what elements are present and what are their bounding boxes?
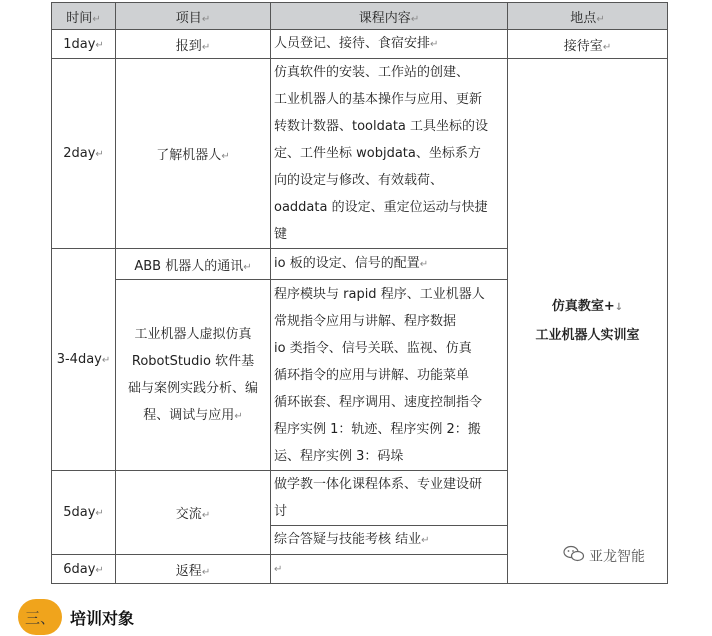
header-item: 项目↵ [116,3,271,30]
table-row [52,59,668,249]
item-cell: 返程↵ [116,555,271,584]
header-location: 地点↵ [508,3,668,30]
table-row [52,30,668,59]
item-cell: 工业机器人虚拟仿真 RobotStudio 软件基 础与案例实践分析、编 程、调试与应用↵ [116,280,271,471]
location-merged-cell: 仿真教室+↓ 工业机器人实训室 [508,59,668,584]
item-cell: 报到↵ [116,30,271,59]
watermark [563,545,645,567]
content-cell: 综合答疑与技能考核 结业↵ [271,526,508,555]
section-heading [18,599,134,635]
location-cell: 接待室↵ [508,30,668,59]
watermark-text: 亚龙智能 [589,549,645,565]
wechat-icon [563,545,585,567]
time-cell: 6day↵ [52,555,116,584]
time-cell: 2day↵ [52,59,116,249]
content-cell: ↵ [271,555,508,584]
header-time: 时间↵ [52,3,116,30]
time-cell: 5day↵ [52,471,116,555]
content-cell: 人员登记、接待、食宿安排↵ [271,30,508,59]
section-badge: 三、 [18,599,62,635]
item-cell: 交流↵ [116,471,271,555]
time-cell: 3-4day↵ [52,249,116,471]
time-cell: 1day↵ [52,30,116,59]
section-title: 培训对象 [70,608,135,628]
item-cell: 了解机器人↵ [116,59,271,249]
schedule-table [51,2,668,584]
content-cell: io 板的设定、信号的配置↵ [271,249,508,280]
content-cell: 做学教一体化课程体系、专业建设研 讨 [271,471,508,526]
content-cell: 仿真软件的安装、工作站的创建、 工业机器人的基本操作与应用、更新 转数计数器、tooldata 工具坐标的设 定、工件坐标 wobjdata、坐标系方 向的设定与修改、有效载荷、 oaddata 的设定、重定位运动与快捷 键 [271,59,508,249]
header-content: 课程内容↵ [271,3,508,30]
content-cell: 程序模块与 rapid 程序、工业机器人 常规指令应用与讲解、程序数据 io 类指令、信号关联、监视、仿真 循环指令的应用与讲解、功能菜单 循环嵌套、程序调用、速度控制指令 程序实例 1：轨迹、程序实例 2：搬 运、程序实例 3：码垛 [271,280,508,471]
item-cell: ABB 机器人的通讯↵ [116,249,271,280]
